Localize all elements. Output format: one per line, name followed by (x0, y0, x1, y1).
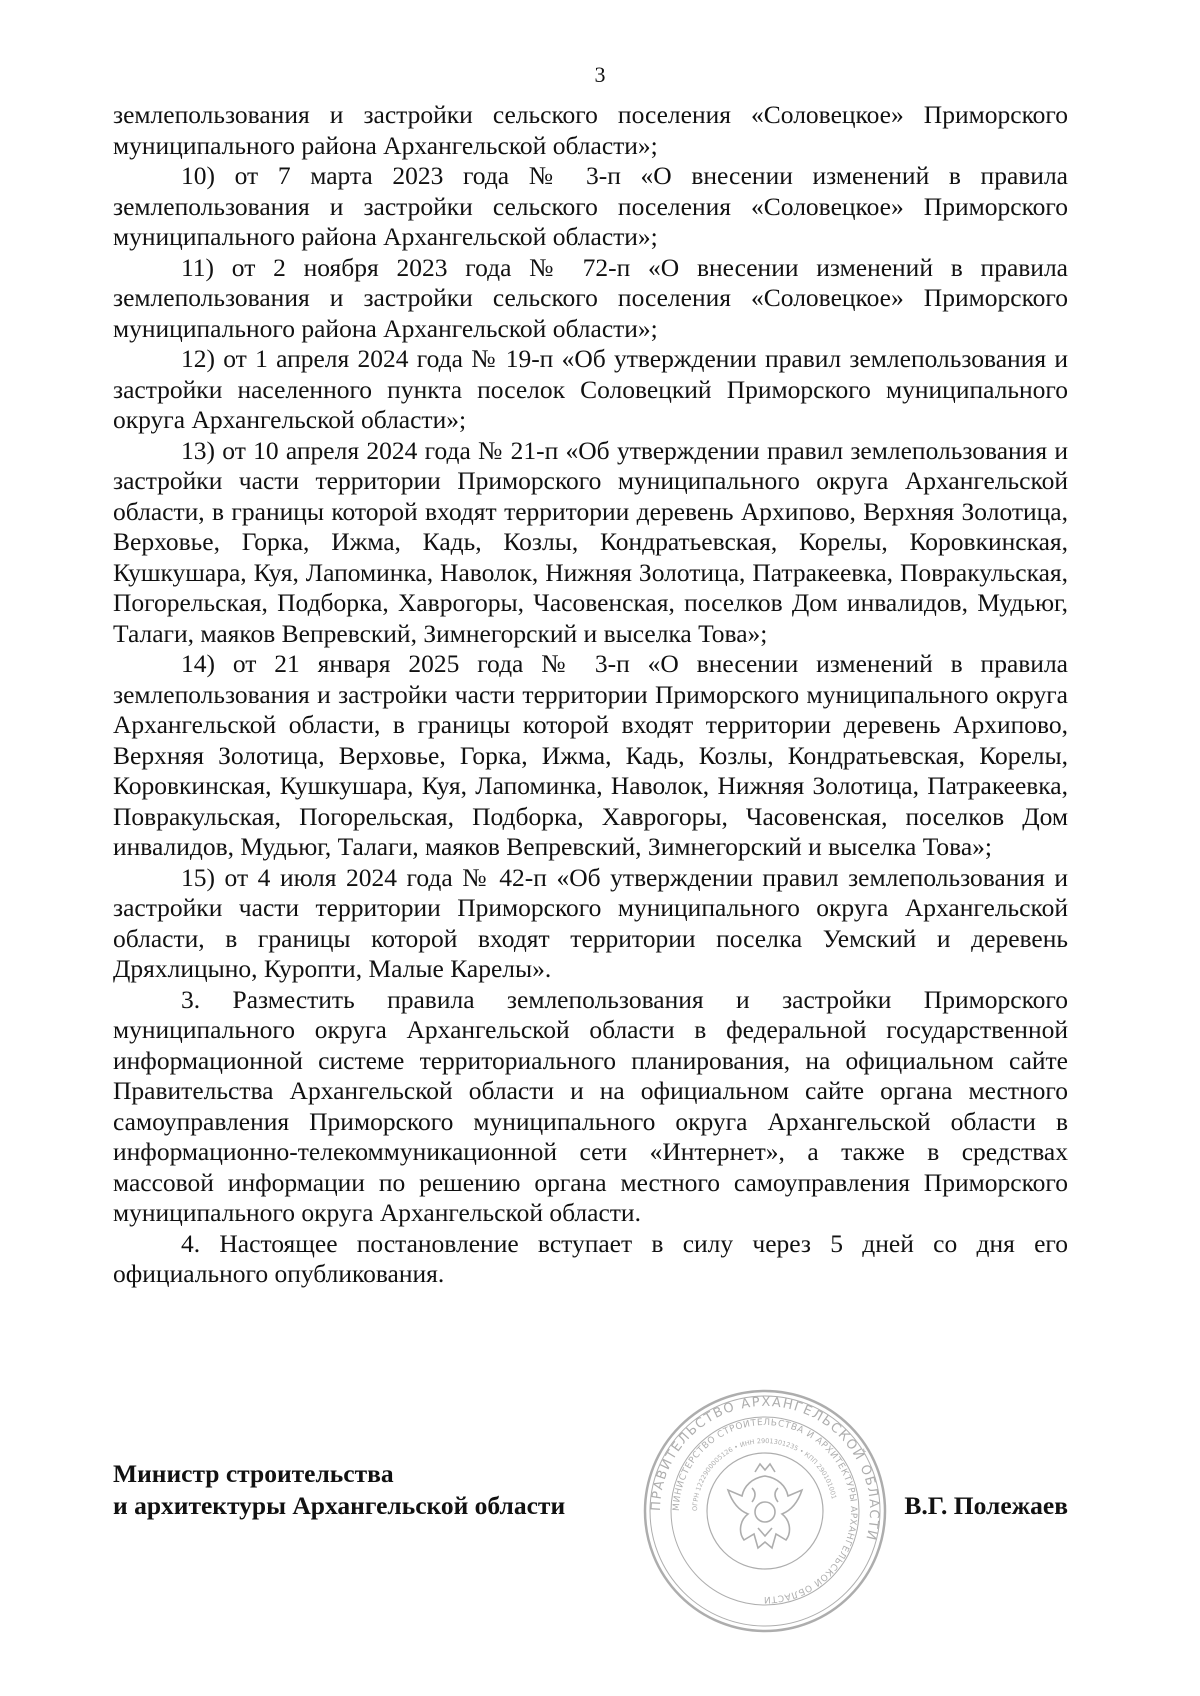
signer-title-line-1: Министр строительства (113, 1459, 394, 1488)
paragraph-item-14: 14) от 21 января 2025 года № 3-п «О внесении изменений в правила землепользования и застройки части территории Приморского муниципального округа Архангельской области, в границы которой входят территории деревень Архипово, Верхняя Золотица, Верховье, Горка, Ижма, Кадь, Козлы, Кондратьевская, Корелы, Коровкинская, Кушкушара, Куя, Лапоминка, Наволок, Нижняя Золотица, Патракеевка, Повракульская, Погорельская, Подборка, Хаврогоры, Часовенская, поселков Дом инвалидов, Мудьюг, Талаги, маяков Вепревский, Зимнегорский и выселка Това»; (113, 649, 1068, 861)
seal-inner-text: МИНИСТЕРСТВО СТРОИТЕЛЬСТВА И АРХИТЕКТУРЫ АРХАНГЕЛЬСКОЙ ОБЛАСТИ (671, 1417, 859, 1605)
signer-title-line-2: и архитектуры Архангельской области (113, 1491, 566, 1520)
paragraph-continuation: землепользования и застройки сельского поселения «Соловецкое» Приморского муниципального района Архангельской области»; (113, 100, 1068, 160)
page-number: 3 (594, 62, 606, 87)
signer-title (113, 1458, 565, 1522)
seal-codes-text: ОГРН 1222900005126 • ИНН 2901301235 • КПП 290101001 (690, 1436, 838, 1512)
paragraph-item-13: 13) от 10 апреля 2024 года № 21-п «Об утверждении правил землепользования и застройки части территории Приморского муниципального округа Архангельской области, в границы которой входят территории деревень Архипово, Верхняя Золотица, Верховье, Горка, Ижма, Кадь, Козлы, Кондратьевская, Корелы, Коровкинская, Кушкушара, Куя, Лапоминка, Наволок, Нижняя Золотица, Патракеевка, Повракульская, Погорельская, Подборка, Хаврогоры, Часовенская, поселков Дом инвалидов, Мудьюг, Талаги, маяков Вепревский, Зимнегорский и выселка Това»; (113, 435, 1068, 648)
signer-name: В.Г. Полежаев (904, 1491, 1068, 1520)
paragraph-clause-3: 3. Разместить правила землепользования и застройки Приморского муниципального округа Архангельской области в федеральной государственной информационной системе территориального планирования, на официальном сайте Правительства Архангельской области и на официальном сайте органа местного самоуправления Приморского муниципального округа Архангельской области в информационно-телекоммуникационной сети «Интернет», а также в средствах массовой информации по решению органа местного самоуправления Приморского муниципального округа Архангельской области. (113, 984, 1068, 1227)
paragraph-item-12: 12) от 1 апреля 2024 года № 19-п «Об утверждении правил землепользования и застройки населенного пункта поселок Соловецкий Приморского муниципального округа Архангельской области»; (113, 344, 1068, 434)
signature-block (113, 1458, 1068, 1528)
paragraph-item-15: 15) от 4 июля 2024 года № 42-п «Об утверждении правил землепользования и застройки части территории Приморского муниципального округа Архангельской области, в границы которой входят территории поселка Уемский и деревень Дряхлицыно, Куропти, Малые Карелы». (113, 862, 1068, 983)
paragraph-clause-4: 4. Настоящее постановление вступает в силу через 5 дней со дня его официального опубликования. (113, 1228, 1068, 1288)
seal-outer-text: ПРАВИТЕЛЬСТВО АРХАНГЕЛЬСКОЙ ОБЛАСТИ (648, 1394, 882, 1543)
paragraph-item-11: 11) от 2 ноября 2023 года № 72-п «О внесении изменений в правила землепользования и застройки сельского поселения «Соловецкое» Приморского муниципального района Архангельской области»; (113, 252, 1068, 343)
paragraph-item-10: 10) от 7 марта 2023 года № 3-п «О внесении изменений в правила землепользования и застройки сельского поселения «Соловецкое» Приморского муниципального района Архангельской области»; (113, 161, 1068, 251)
document-body (113, 100, 1068, 1290)
